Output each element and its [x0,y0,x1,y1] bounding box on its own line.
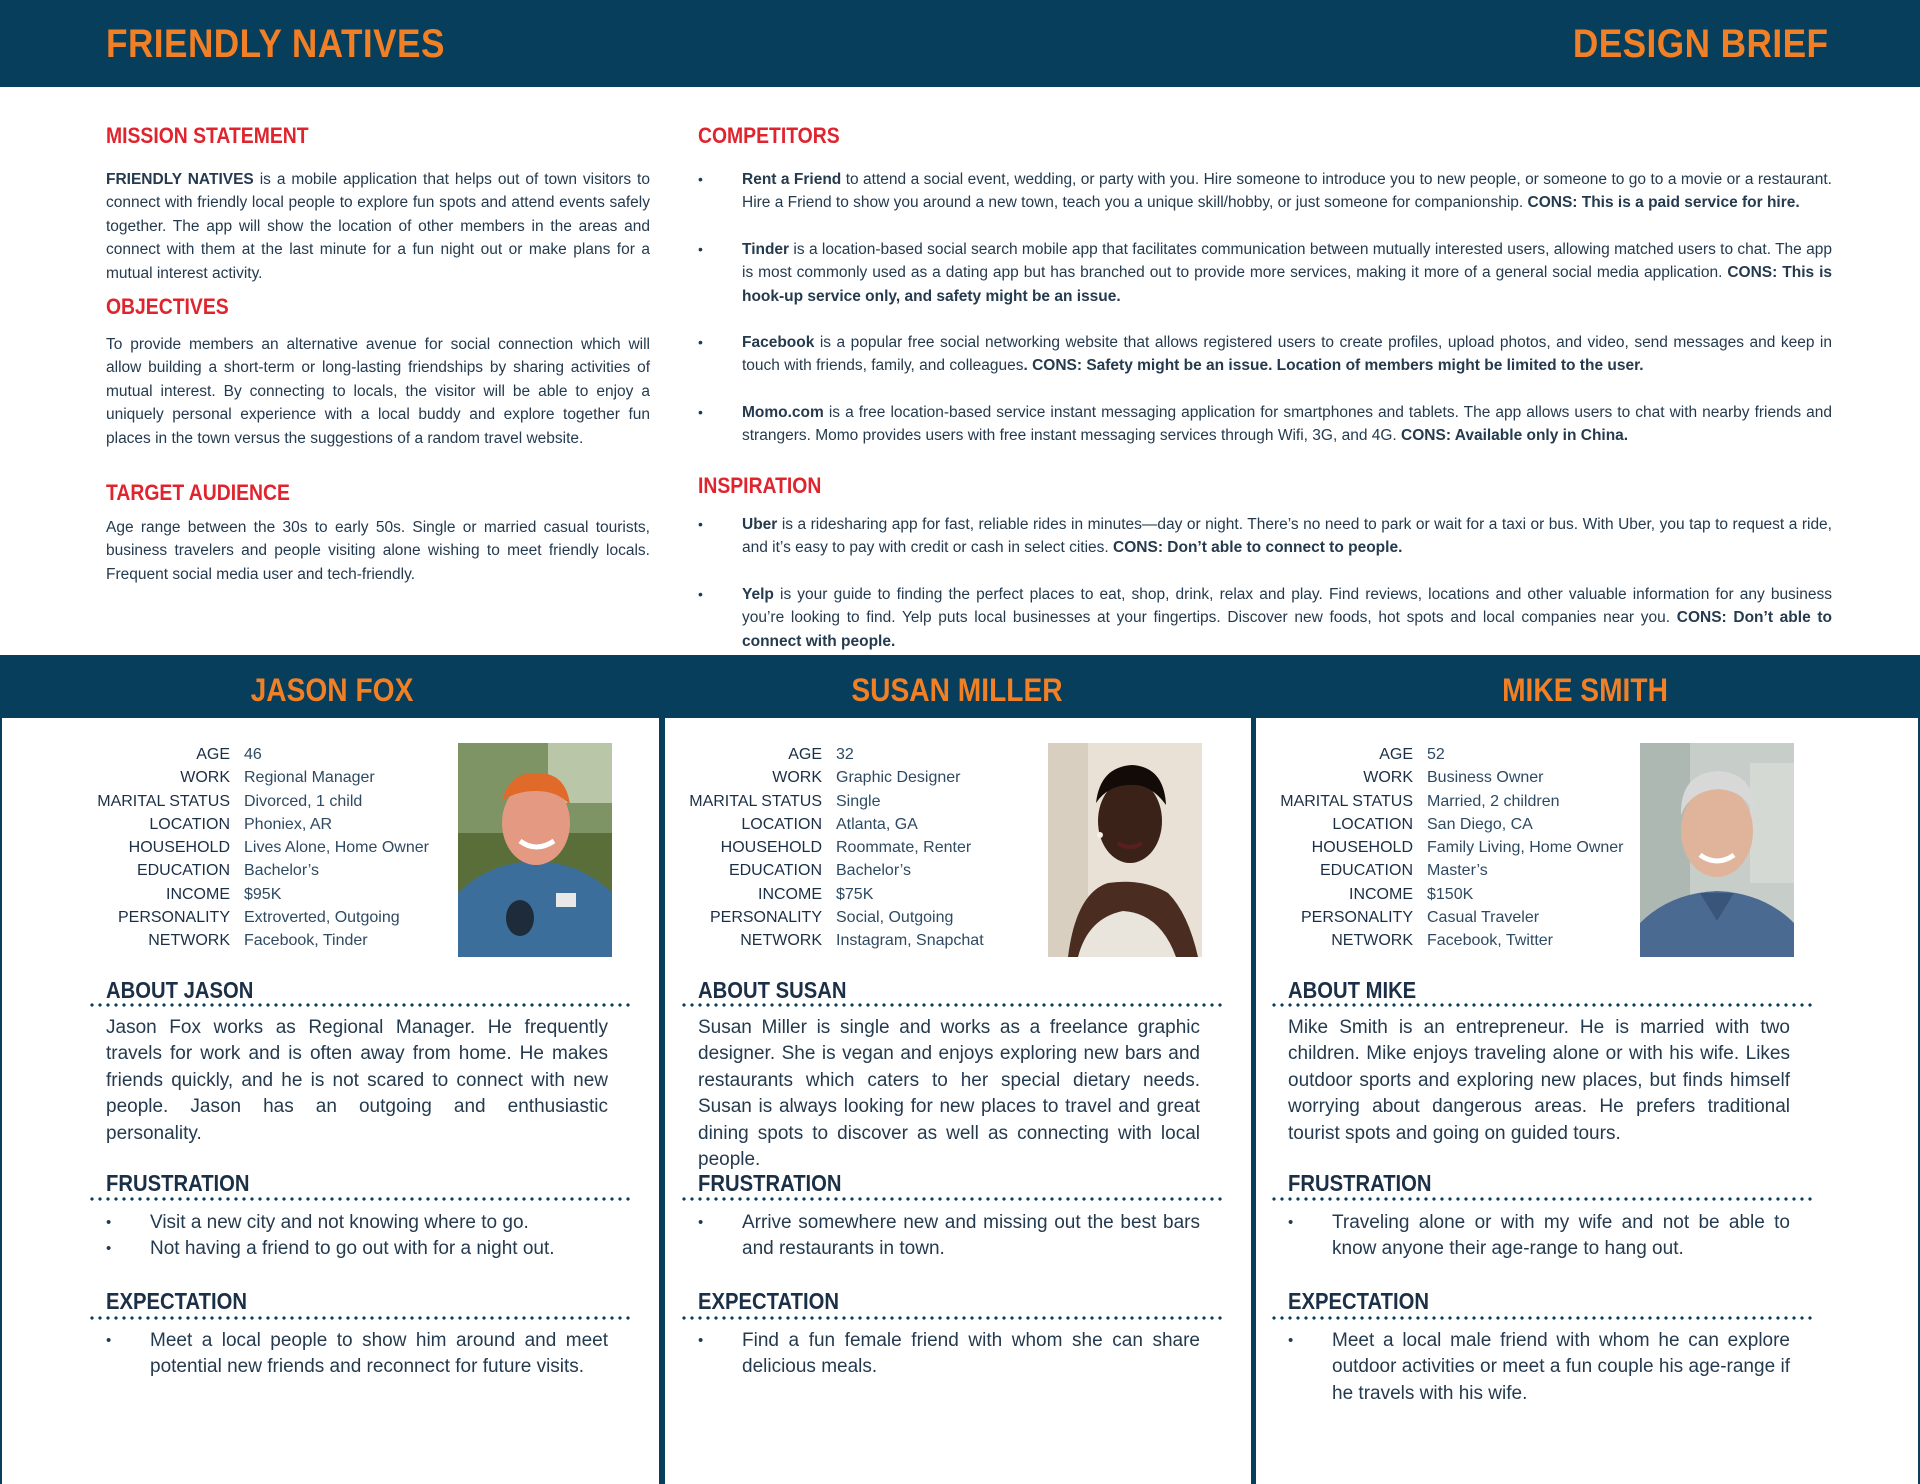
bullet: • [698,1332,704,1349]
column-border [0,718,2,1484]
bullet: • [106,1214,112,1231]
attr-label: MARITAL STATUS [1280,792,1413,810]
competitor-desc: is a free location-based service instant messaging application for smartphones and tablets. The app allows users to chat with nearby friends and strangers. Momo provides users with free instant messaging services through Wifi, 3G, and 4G. [742,404,1832,445]
attr-value: Master’s [1427,862,1488,880]
competitor-text [742,331,1832,378]
persona-name-mike: MIKE SMITH [1502,672,1668,708]
bullet: • [1288,1332,1294,1349]
susan-photo [1048,743,1202,957]
attr-value: Instagram, Snapchat [836,932,984,950]
mission-body: is a mobile application that helps out of town visitors to connect with friendly local people to explore fun spots and attend events safely together. The app will show the location of other members in the areas and connect with them at the last minute for a fun night out or make plans for a mutual interest activity. [106,171,650,282]
about-mike-heading: ABOUT MIKE [1288,977,1417,1003]
mission-lead: FRIENDLY NATIVES [106,171,254,188]
attr-label: HOUSEHOLD [1311,839,1413,857]
attr-label: HOUSEHOLD [128,839,230,857]
dotted-divider [88,1003,633,1007]
mike-expectation-heading: EXPECTATION [1288,1288,1429,1314]
attr-value: Atlanta, GA [836,815,918,833]
dotted-divider [680,1197,1225,1201]
persona-name-susan: SUSAN MILLER [851,672,1063,708]
competitor-desc: to attend a social event, wedding, or party with you. Hire someone to introduce you to new people, or someone to go to a movie or a restaurant. Hire a Friend to show you around a new town, teach you a unique skill/hobby, or just someone for companionship. [742,171,1832,212]
mission-text [106,168,650,285]
attr-label: PERSONALITY [709,909,822,927]
persona-attribute-labels [1243,743,1413,953]
susan-expectation-heading: EXPECTATION [698,1288,839,1314]
attr-label: PERSONALITY [1300,909,1413,927]
competitor-cons: CONS: This is a paid service for hire. [1527,194,1800,212]
jason-expectation-heading: EXPECTATION [106,1288,247,1314]
attr-value: Casual Traveler [1427,909,1540,927]
attr-value: Extroverted, Outgoing [244,909,400,927]
about-jason-text: Jason Fox works as Regional Manager. He frequently travels for work and is often away from home. He makes friends quickly, and he is not scared to connect with new people. Jason has an outgoing and enthusiastic personality. [106,1017,608,1144]
persona-attribute-values [836,743,984,953]
jason-frustration-heading: FRUSTRATION [106,1170,250,1196]
inspiration-name: Yelp [742,586,774,603]
attr-label: MARITAL STATUS [97,792,230,810]
attr-label: EDUCATION [136,862,230,880]
dotted-divider [88,1197,633,1201]
attr-label: AGE [1379,746,1413,763]
expectation-text: Find a fun female friend with whom she can share delicious meals. [742,1330,1200,1378]
competitor-desc: is a location-based social search mobile app that facilitates communication between mutually interested users, allowing matched users to chat. The app is most commonly used as a dating app but has branched out to provide more services, making it more of a general social media application. [742,241,1832,282]
competitors-heading: COMPETITORS [698,123,840,148]
attr-label: LOCATION [149,815,230,833]
attr-label: WORK [1363,769,1413,787]
dotted-divider [1270,1316,1815,1320]
attr-value: Facebook, Twitter [1427,932,1553,950]
mike-frustration-heading: FRUSTRATION [1288,1170,1432,1196]
bullet: • [1288,1214,1294,1231]
attr-label: PERSONALITY [117,909,230,927]
attr-label: EDUCATION [728,862,822,880]
attr-value: $95K [244,885,282,903]
susan-frustration-heading: FRUSTRATION [698,1170,842,1196]
dotted-divider [88,1316,633,1320]
attr-label: LOCATION [1332,815,1413,833]
attr-value: Married, 2 children [1427,792,1560,810]
brand-title: FRIENDLY NATIVES [106,22,445,66]
objectives-heading: OBJECTIVES [106,294,229,319]
dotted-divider [680,1003,1225,1007]
about-susan-heading: ABOUT SUSAN [698,977,847,1003]
competitor-name: Momo.com [742,404,824,421]
competitor-name: Rent a Friend [742,171,842,188]
competitor-desc: is a popular free social networking website that allows registered users to create profiles, upload photos, and video, send messages and keep in touch with friends, family, and colleagues [742,334,1832,375]
attr-value: 52 [1427,746,1445,763]
bullet: • [106,1332,112,1349]
persona-attribute-values [244,743,429,953]
inspiration-text [742,513,1832,560]
bullet: • [698,171,703,187]
attr-value: San Diego, CA [1427,815,1533,833]
attr-label: INCOME [758,885,822,903]
target-audience-text: Age range between the 30s to early 50s. Single or married casual tourists, business travelers and people visiting alone wishing to meet friendly locals. Frequent social media user and tech-friendly. [106,519,650,583]
attr-value: Phoniex, AR [244,815,333,833]
attr-value: Lives Alone, Home Owner [244,839,429,857]
attr-value: Social, Outgoing [836,909,954,927]
attr-value: $75K [836,885,874,903]
bullet: • [698,334,703,350]
inspiration-cons: CONS: Don’t able to connect with people. [742,609,1832,650]
mission-heading: MISSION STATEMENT [106,123,309,148]
inspiration-name: Uber [742,516,778,533]
about-mike-text: Mike Smith is an entrepreneur. He is married with two children. Mike enjoys traveling alone or with his wife. Likes outdoor sports and exploring new places, but finds himself worrying about dangerous areas. He prefers traditional tourist spots and going on guided tours. [1288,1017,1790,1144]
attr-label: WORK [772,769,822,787]
about-susan-text: Susan Miller is single and works as a freelance graphic designer. She is vegan and enjoys exploring new bars and restaurants which caters to her special dietary needs. Susan is always looking for new places to travel and great dining spots to discover as well as connecting with local people. [698,1017,1200,1171]
bullet: • [698,241,703,257]
competitor-text [742,168,1832,215]
attr-value: Regional Manager [244,769,375,787]
attr-value: Divorced, 1 child [244,792,363,810]
competitor-name: Facebook [742,334,815,351]
attr-value: Bachelor’s [836,862,912,880]
target-audience-heading: TARGET AUDIENCE [106,480,290,505]
header-bar [0,0,1920,87]
competitor-name: Tinder [742,241,790,258]
attr-label: AGE [788,746,822,763]
about-jason-heading: ABOUT JASON [106,977,254,1003]
persona-attribute-values [1427,743,1624,953]
attr-value: Facebook, Tinder [244,932,368,950]
competitor-text [742,401,1832,448]
attr-label: NETWORK [740,932,822,950]
attr-label: LOCATION [741,815,822,833]
attr-value: Single [836,792,881,810]
attr-label: NETWORK [148,932,230,950]
bullet: • [106,1240,112,1257]
inspiration-heading: INSPIRATION [698,473,822,498]
inspiration-cons: CONS: Don’t able to connect to people. [1113,539,1403,557]
expectation-text: Meet a local people to show him around and meet potential new friends and reconnect for future visits. [150,1330,608,1378]
mike-photo [1640,743,1794,957]
inspiration-desc: is a ridesharing app for fast, reliable rides in minutes—day or night. There’s no need to park or wait for a taxi or bus. With Uber, you tap to request a ride, and it’s easy to pay with credit or cash in select cities. [742,516,1832,557]
attr-value: 46 [244,746,262,763]
attr-label: INCOME [166,885,230,903]
inspiration-desc: is your guide to finding the perfect places to eat, shop, drink, relax and play. Find reviews, locations and other valuable information for any business you’re looking to find. Yelp puts local businesses at your fingertips. Discover new foods, hot spots and local companies near you. [742,586,1832,627]
attr-value: Family Living, Home Owner [1427,839,1624,857]
attr-value: Business Owner [1427,769,1544,787]
document-type-title: DESIGN BRIEF [1572,22,1828,66]
attr-label: WORK [180,769,230,787]
dotted-divider [1270,1003,1815,1007]
attr-value: $150K [1427,885,1474,903]
attr-value: Graphic Designer [836,769,961,787]
attr-label: AGE [196,746,230,763]
bullet: • [698,586,703,602]
persona-attribute-labels [60,743,230,953]
attr-value: Bachelor’s [244,862,320,880]
competitor-cons: CONS: This is hook-up service only, and safety might be an issue. [742,264,1832,305]
frustration-text: Not having a friend to go out with for a night out. [150,1238,555,1259]
persona-attribute-labels [652,743,822,953]
persona-name-jason: JASON FOX [250,672,414,708]
frustration-text: Arrive somewhere new and missing out the best bars and restaurants in town. [742,1212,1200,1260]
bullet: • [698,404,703,420]
competitor-text [742,238,1832,308]
jason-photo [458,743,612,957]
attr-label: EDUCATION [1319,862,1413,880]
inspiration-text [742,583,1832,653]
frustration-text: Traveling alone or with my wife and not be able to know anyone their age-range to hang out. [1332,1212,1790,1260]
attr-value: Roommate, Renter [836,839,972,857]
objectives-text: To provide members an alternative avenue for social connection which will allow building a short-term or long-lasting friendships by sharing activities of mutual interest. By connecting to locals, the visitor will be able to enjoy a uniquely personal experience with a local buddy and explore together fun places in the town versus the suggestions of a random travel website. [106,336,650,447]
attr-label: HOUSEHOLD [720,839,822,857]
competitor-cons: CONS: Available only in China. [1401,427,1629,445]
bullet: • [698,1214,704,1231]
attr-label: INCOME [1349,885,1413,903]
attr-label: MARITAL STATUS [689,792,822,810]
attr-label: NETWORK [1331,932,1413,950]
bullet: • [698,516,703,532]
dotted-divider [1270,1197,1815,1201]
dotted-divider [680,1316,1225,1320]
frustration-text: Visit a new city and not knowing where to go. [150,1212,529,1233]
expectation-text: Meet a local male friend with whom he can explore outdoor activities or meet a fun couple his age-range if he travels with his wife. [1332,1330,1790,1404]
attr-value: 32 [836,746,854,763]
competitor-cons: . CONS: Safety might be an issue. Location of members might be limited to the user. [1023,357,1644,375]
